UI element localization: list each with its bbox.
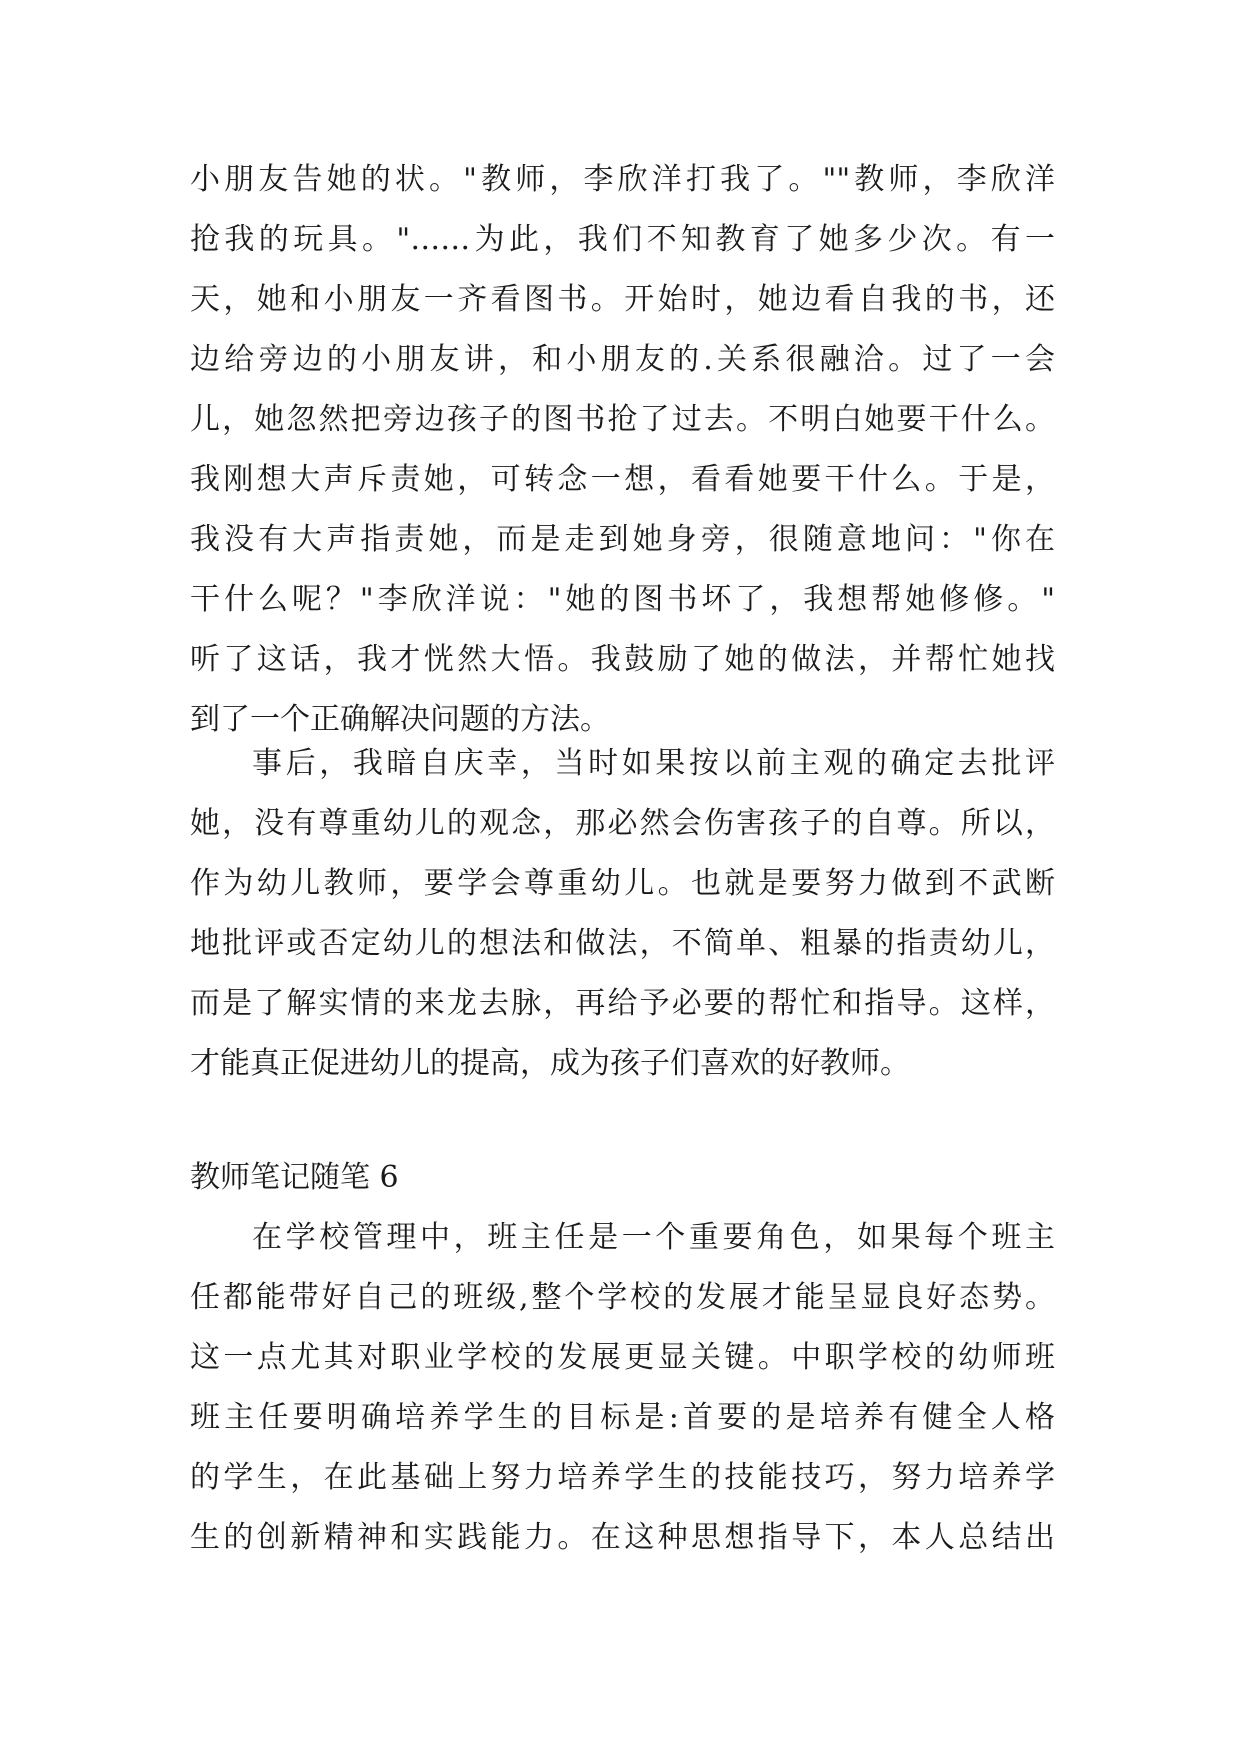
text-line: 抢我的玩具。"……为此，我们不知教育了她多少次。有一 [190,222,1055,257]
text-line: 地批评或否定幼儿的想法和做法，不简单、粗暴的指责幼儿， [190,926,1055,961]
text-line: 而是了解实情的来龙去脉，再给予必要的帮忙和指导。这样， [190,986,1055,1021]
text-line: 任都能带好自己的班级,整个学校的发展才能呈显良好态势。 [190,1280,1055,1315]
text-line: 小朋友告她的状。"教师，李欣洋打我了。""教师，李欣洋 [190,162,1055,197]
text-line: 我没有大声指责她，而是走到她身旁，很随意地问："你在 [190,522,1055,557]
text-line: 我刚想大声斥责她，可转念一想，看看她要干什么。于是， [190,462,1055,497]
text-line: 事后，我暗自庆幸，当时如果按以前主观的确定去批评 [252,746,1055,781]
text-line: 作为幼儿教师，要学会尊重幼儿。也就是要努力做到不武断 [190,866,1055,901]
paragraph-story [190,150,1055,750]
text-line: 天，她和小朋友一齐看图书。开始时，她边看自我的书，还 [190,282,1055,317]
section-heading: 教师笔记随笔 6 [190,1160,399,1195]
text-line: 到了一个正确解决问题的方法。 [190,702,610,737]
text-line: 听了这话，我才恍然大悟。我鼓励了她的做法，并帮忙她找 [190,642,1055,677]
text-line: 边给旁边的小朋友讲，和小朋友的.关系很融洽。过了一会 [190,342,1055,377]
text-line: 儿，她忽然把旁边孩子的图书抢了过去。不明白她要干什么。 [190,402,1055,437]
text-line: 才能真正促进幼儿的提高，成为孩子们喜欢的好教师。 [190,1046,910,1081]
text-line: 干什么呢？"李欣洋说："她的图书坏了，我想帮她修修。" [190,582,1055,617]
text-line: 她，没有尊重幼儿的观念，那必然会伤害孩子的自尊。所以， [190,806,1055,841]
text-line: 在学校管理中，班主任是一个重要角色，如果每个班主 [252,1220,1055,1255]
paragraph-reflection [190,734,1055,1094]
text-line: 班主任要明确培养学生的目标是:首要的是培养有健全人格 [190,1400,1055,1435]
text-line: 这一点尤其对职业学校的发展更显关键。中职学校的幼师班 [190,1340,1055,1375]
text-line: 的学生，在此基础上努力培养学生的技能技巧，努力培养学 [190,1460,1055,1495]
text-line: 生的创新精神和实践能力。在这种思想指导下，本人总结出 [190,1520,1055,1555]
paragraph-class-management [190,1208,1055,1568]
